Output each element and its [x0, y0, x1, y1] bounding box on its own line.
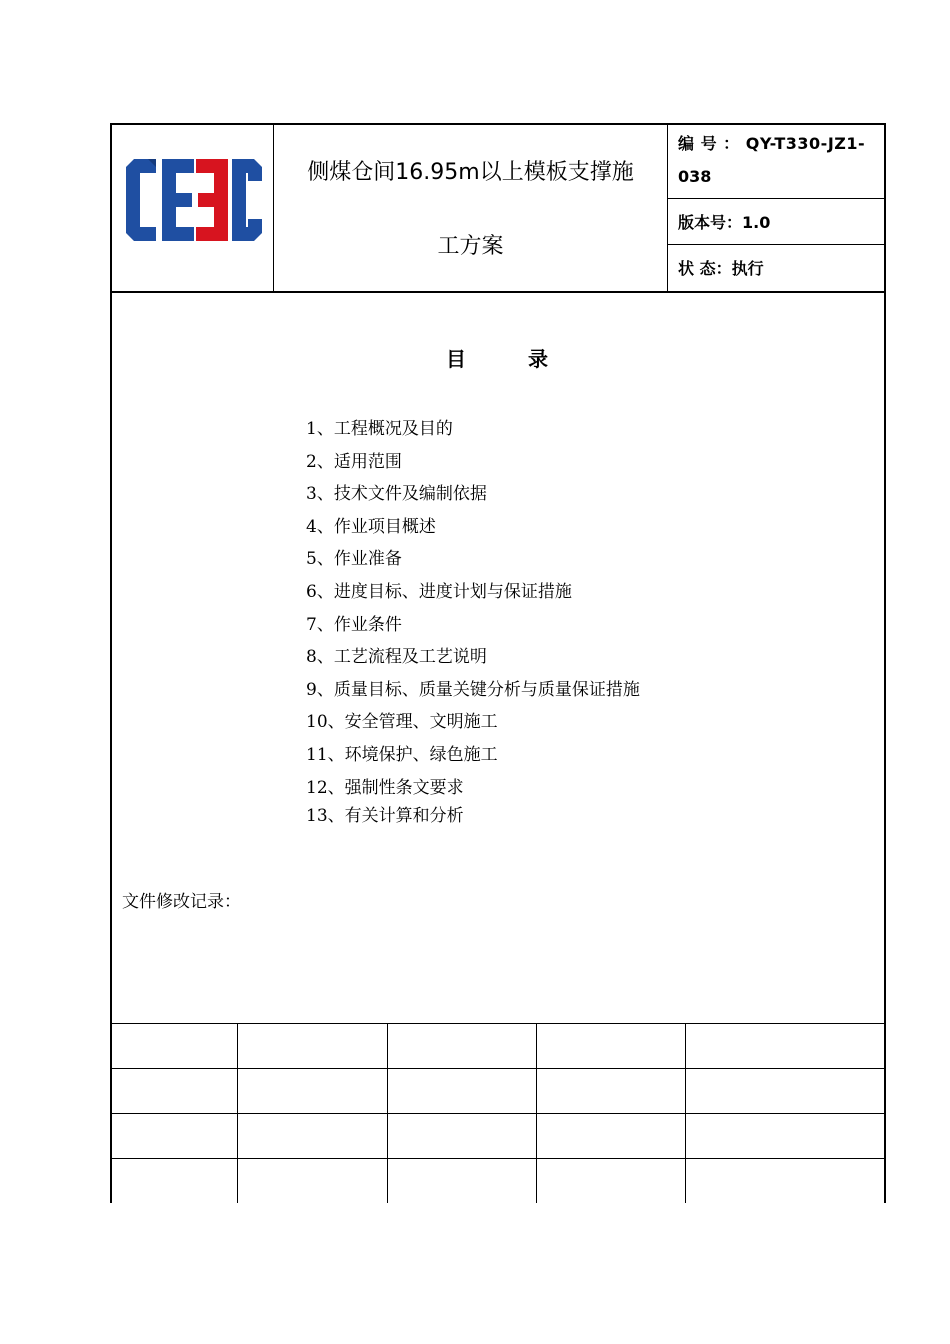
document-title-line2: 工方案 [437, 234, 504, 259]
toc-title: 目 录 [446, 347, 550, 371]
toc-item: 6、进度目标、进度计划与保证措施 [306, 581, 572, 602]
code-value-part2: 038 [678, 167, 712, 186]
logo-cell [112, 125, 274, 291]
table-cell[interactable] [387, 1159, 536, 1204]
toc-item: 3、技术文件及编制依据 [306, 484, 487, 505]
toc-item: 12、强制性条文要求 [306, 777, 464, 798]
table-cell[interactable] [112, 1114, 237, 1159]
table-cell[interactable] [685, 1069, 884, 1114]
toc-item: 1、工程概况及目的 [306, 419, 453, 439]
table-row [112, 1159, 884, 1204]
table-row [112, 1024, 884, 1069]
table-cell[interactable] [536, 1024, 685, 1069]
table-cell[interactable] [536, 1069, 685, 1114]
company-logo [126, 159, 262, 241]
version-text: 版本号：1.0 [678, 213, 771, 232]
table-row [112, 1069, 884, 1114]
document-title-line1: 侧煤仓间16.95m以上模板支撑施 [307, 160, 634, 185]
table-cell[interactable] [237, 1069, 387, 1114]
toc-item: 4、作业项目概述 [306, 516, 436, 537]
toc-item: 10、安全管理、文明施工 [306, 712, 498, 733]
table-cell[interactable] [536, 1159, 685, 1204]
table-cell[interactable] [112, 1069, 237, 1114]
revision-table [112, 1023, 884, 1203]
table-cell[interactable] [112, 1159, 237, 1204]
toc-item: 2、适用范围 [306, 451, 402, 472]
status-row [668, 245, 884, 291]
version-row [668, 199, 884, 245]
table-cell[interactable] [387, 1069, 536, 1114]
table-row [112, 1114, 884, 1159]
toc-item: 9、质量目标、质量关键分析与质量保证措施 [306, 679, 640, 700]
meta-cell [668, 125, 884, 291]
logo-letter-e1 [162, 159, 194, 241]
table-cell[interactable] [237, 1159, 387, 1204]
toc-item: 8、工艺流程及工艺说明 [306, 647, 487, 668]
toc-item: 7、作业条件 [306, 614, 402, 635]
document-frame [110, 123, 886, 1203]
table-cell[interactable] [685, 1024, 884, 1069]
code-row [668, 125, 884, 199]
table-cell[interactable] [685, 1114, 884, 1159]
toc-list [306, 417, 640, 836]
table-cell[interactable] [237, 1024, 387, 1069]
table-cell[interactable] [237, 1114, 387, 1159]
toc-item: 13、有关计算和分析 [306, 805, 464, 826]
code-label: 编 号 ： [678, 134, 740, 153]
table-cell[interactable] [387, 1114, 536, 1159]
logo-letter-c2 [232, 159, 262, 241]
toc-item: 5、作业准备 [306, 549, 402, 570]
revision-label: 文件修改记录： [122, 892, 241, 912]
table-cell[interactable] [387, 1024, 536, 1069]
title-cell [274, 125, 668, 291]
logo-letter-c1 [126, 159, 156, 241]
header-table [112, 125, 884, 293]
code-line1 [678, 131, 865, 154]
status-text: 状 态：执行 [678, 259, 764, 278]
code-value-part1: QY-T330-JZ1- [745, 134, 866, 153]
toc-item: 11、环境保护、绿色施工 [306, 744, 498, 765]
table-cell[interactable] [112, 1024, 237, 1069]
table-cell[interactable] [536, 1114, 685, 1159]
table-cell[interactable] [685, 1159, 884, 1204]
